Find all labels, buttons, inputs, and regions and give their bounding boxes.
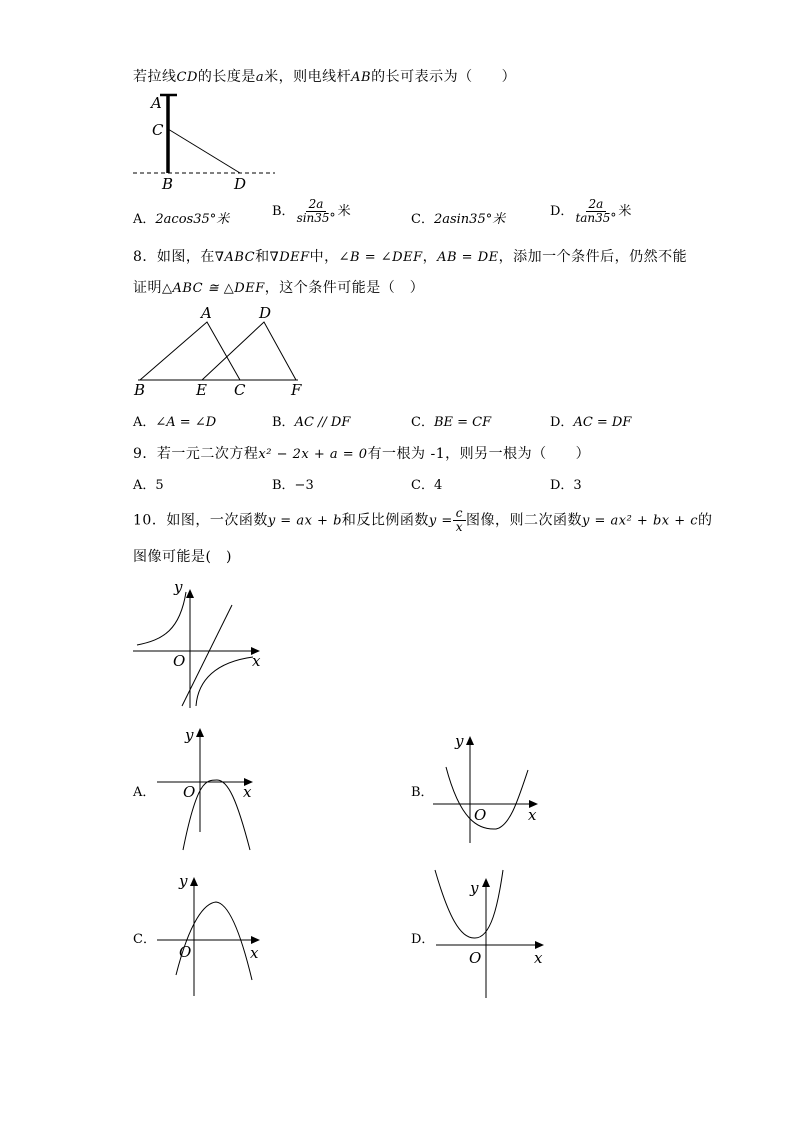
q10-quadratic-function: y = ax² + bx + c <box>582 513 699 529</box>
option-d-text: AC = DF <box>573 415 632 430</box>
label-d: D <box>234 175 247 193</box>
option-letter: D． <box>550 204 574 219</box>
q10-linear-function: y = ax + b <box>267 513 342 529</box>
y-label: y <box>455 732 464 750</box>
fraction-den: sin35° <box>296 211 336 225</box>
q9-text: 9．若一元二次方程 <box>133 446 259 462</box>
q8-triangle-abc: ∇ABC <box>214 250 256 265</box>
option-b-unit: 米 <box>337 204 351 219</box>
q8-text: ，这个条件可能是（ ） <box>264 280 425 296</box>
q10-inverse-lhs: y = <box>428 513 453 529</box>
option-letter: D． <box>550 415 574 430</box>
q8-text: 8．如图，在 <box>133 249 215 265</box>
q7-stem-text: 的长可表示为（ ） <box>371 69 517 85</box>
q8-text: 证明 <box>133 280 162 296</box>
fraction-num: 2a <box>586 198 607 212</box>
fraction-num: 2a <box>306 198 327 212</box>
label-a: A <box>151 94 162 112</box>
q10-option-b-label[interactable]: B． <box>411 785 434 800</box>
q10-option-a-label[interactable]: A． <box>133 785 156 800</box>
x-label: x <box>528 806 537 824</box>
option-d-unit: 米 <box>618 204 632 219</box>
option-letter: A． <box>133 415 156 430</box>
q7-stem-ab: AB <box>351 70 372 85</box>
fraction-den: x <box>455 520 464 534</box>
q10-text: 10．如图，一次函数 <box>133 512 268 529</box>
x-label: x <box>243 783 252 801</box>
label-e: E <box>196 381 207 399</box>
label-f: F <box>291 381 302 399</box>
x-axis-arrow <box>535 941 544 949</box>
option-c-text: 2asin35°米 <box>433 212 506 227</box>
option-a-text: 2acos35°米 <box>155 212 230 227</box>
x-label: x <box>534 949 543 967</box>
option-c-text: BE = CF <box>433 415 492 430</box>
option-b-text: AC // DF <box>294 415 351 430</box>
y-label: y <box>174 578 183 596</box>
q9-option-d[interactable]: D．3 <box>550 478 582 493</box>
q7-stem-text: 米，则电线杆 <box>264 69 352 85</box>
q10-stem-line2: 图像可能是( ) <box>133 549 232 565</box>
label-a: A <box>201 304 212 322</box>
q8-cond-angle: ∠B = ∠DEF <box>338 250 423 265</box>
q8-cond-side: AB = DE <box>437 250 499 265</box>
label-b: B <box>162 175 174 193</box>
q9-option-c[interactable]: C．4 <box>411 478 443 493</box>
q8-triangle-def: ∇DEF <box>269 250 310 265</box>
y-label: y <box>185 726 194 744</box>
option-letter: B． <box>272 204 295 219</box>
q10-option-d-label[interactable]: D． <box>411 932 435 947</box>
x-label: x <box>252 652 261 670</box>
fraction-num: c <box>453 507 466 521</box>
x-label: x <box>250 944 259 962</box>
origin-label: O <box>474 806 487 824</box>
fraction-den: tan35° <box>575 211 617 225</box>
q8-text: ，添加一个条件后，仍然不能 <box>498 249 688 265</box>
option-a-text: ∠A = ∠D <box>155 415 217 430</box>
parabola-up <box>435 870 503 938</box>
q9-option-b[interactable]: B．−3 <box>272 478 314 493</box>
origin-label: O <box>469 949 482 967</box>
origin-label: O <box>183 783 196 801</box>
label-c: C <box>234 381 246 399</box>
y-axis-arrow <box>482 878 490 887</box>
origin-label: O <box>173 652 186 670</box>
label-d: D <box>259 304 272 322</box>
q10-text: 和反比例函数 <box>341 512 429 529</box>
q8-text: 和 <box>255 249 270 265</box>
y-label: y <box>470 879 479 897</box>
q7-stem-a: a <box>255 70 265 85</box>
q7-stem-text: 的长度是 <box>197 69 256 85</box>
option-letter: C． <box>411 212 434 227</box>
q9-equation: x² − 2x + a = 0 <box>258 447 368 462</box>
origin-label: O <box>179 943 192 961</box>
q8-text: 中， <box>309 249 339 265</box>
q9-option-a[interactable]: A．5 <box>133 478 164 493</box>
q8-congruence: △ABC ≅ △DEF <box>162 281 265 296</box>
option-letter: B． <box>272 415 295 430</box>
q7-stem-cd: CD <box>176 70 198 85</box>
q7-stem-text: 若拉线 <box>133 69 177 85</box>
q8-text: ， <box>422 249 438 265</box>
label-b: B <box>134 381 146 399</box>
q10-text: 图像，则二次函数 <box>466 512 582 529</box>
y-label: y <box>179 872 188 890</box>
q10-text: 的 <box>698 512 713 529</box>
q10-option-c-label[interactable]: C． <box>133 932 156 947</box>
option-letter: A． <box>133 212 156 227</box>
q9-text: 有一根为 -1，则另一根为（ ） <box>367 446 591 462</box>
label-c: C <box>152 121 164 139</box>
option-letter: C． <box>411 415 434 430</box>
